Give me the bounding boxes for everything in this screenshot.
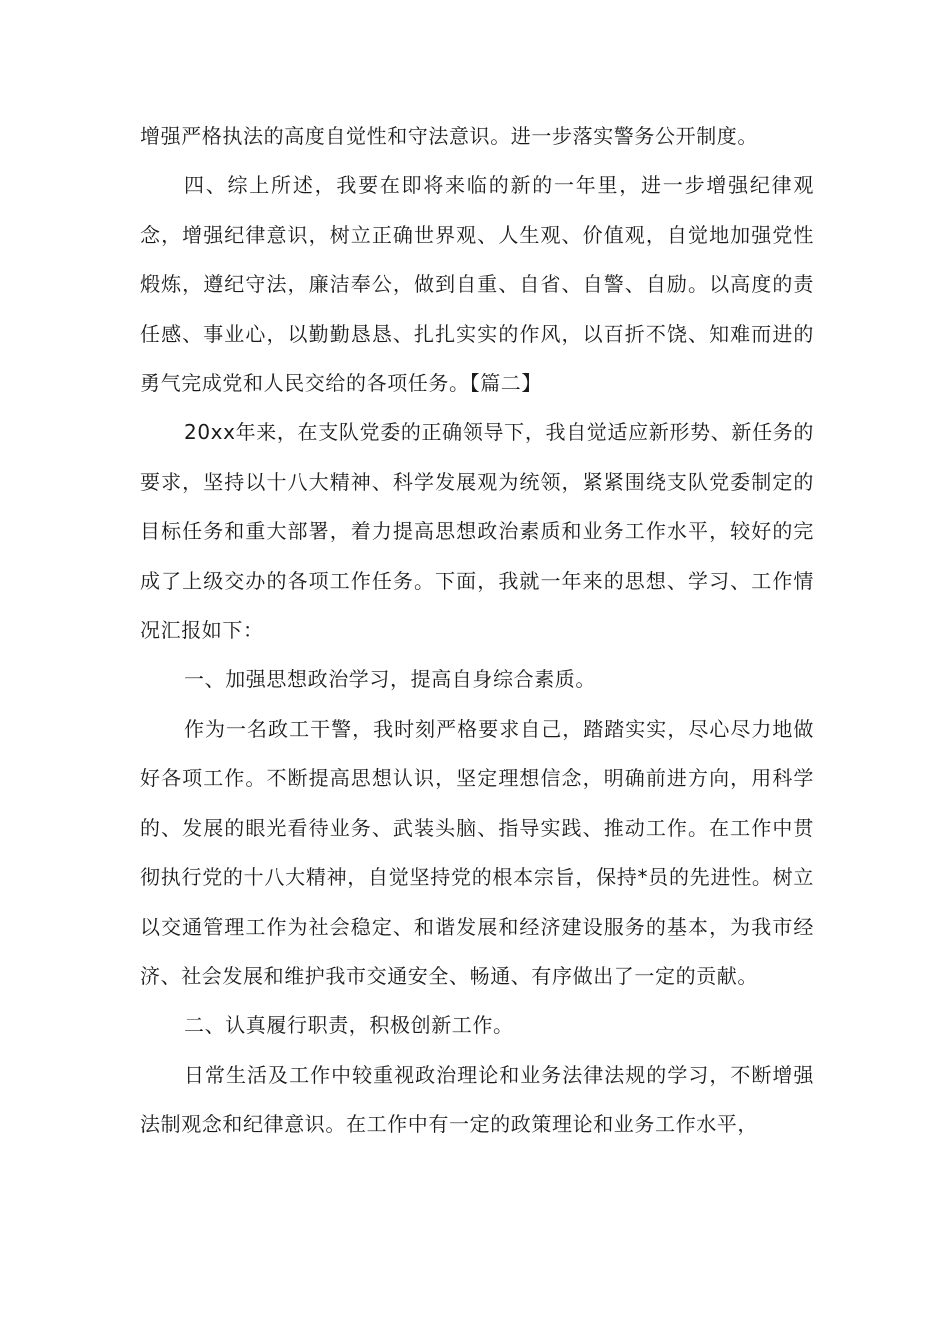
paragraph-5: 日常生活及工作中较重视政治理论和业务法律法规的学习，不断增强法制观念和纪律意识。在工作中有一定的政策理论和业务工作水平， <box>140 1062 814 1137</box>
document-body <box>140 112 814 1150</box>
section-heading-2: 二、认真履行职责，积极创新工作。 <box>184 1013 514 1038</box>
paragraph-2: 四、综上所述，我要在即将来临的新的一年里，进一步增强纪律观念，增强纪律意识，树立正确世界观、人生观、价值观，自觉地加强党性煅炼，遵纪守法，廉洁奉公，做到自重、自省、自警、自励。以高度的责任感、事业心，以勤勤恳恳、扎扎实实的作风，以百折不饶、知难而进的勇气完成党和人民交给的各项任务。【篇二】 <box>140 173 814 396</box>
section-heading-1: 一、加强思想政治学习，提高自身综合素质。 <box>184 667 596 692</box>
paragraph-4: 作为一名政工干警，我时刻严格要求自己，踏踏实实，尽心尽力地做好各项工作。不断提高思想认识，坚定理想信念，明确前进方向，用科学的、发展的眼光看待业务、武装头脑、指导实践、推动工作。在工作中贯彻执行党的十八大精神，自觉坚持党的根本宗旨，保持*员的先进性。树立以交通管理工作为社会稳定、和谐发展和经济建设服务的基本，为我市经济、社会发展和维护我市交通安全、畅通、有序做出了一定的贡献。 <box>140 716 814 988</box>
paragraph-3: 20xx年来，在支队党委的正确领导下，我自觉适应新形势、新任务的要求，坚持以十八大精神、科学发展观为统领，紧紧围绕支队党委制定的目标任务和重大部署，着力提高思想政治素质和业务工作水平，较好的完成了上级交办的各项工作任务。下面，我就一年来的思想、学习、工作情况汇报如下： <box>140 420 814 643</box>
paragraph-1: 增强严格执法的高度自觉性和守法意识。进一步落实警务公开制度。 <box>140 124 758 148</box>
